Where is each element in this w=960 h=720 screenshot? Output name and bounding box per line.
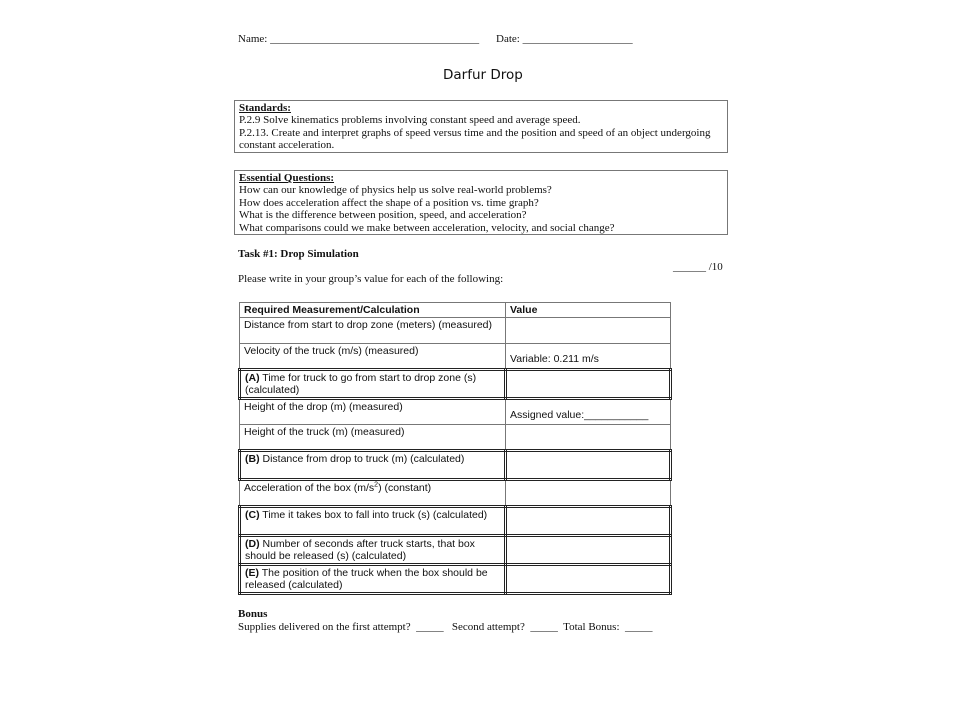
table-row (240, 425, 671, 451)
row-label: (D) Number of seconds after truck starts, that box should be released (s) (calculated) (240, 536, 506, 565)
table-row (240, 318, 671, 344)
bonus-line: Supplies delivered on the first attempt? _____ Second attempt? _____ Total Bonus: _____ (238, 621, 653, 633)
table-row (240, 451, 671, 480)
essential-question: What is the difference between position, speed, and acceleration? (239, 209, 527, 222)
value-cell[interactable] (506, 536, 671, 565)
essential-questions-heading: Essential Questions: (239, 172, 335, 184)
bonus-title: Bonus (238, 608, 268, 620)
table-header-row (240, 303, 671, 318)
table-row (240, 507, 671, 536)
page-title: Darfur Drop (443, 67, 523, 83)
task-instruction: Please write in your group’s value for each of the following: (238, 273, 504, 285)
table-row (240, 480, 671, 507)
value-cell[interactable]: Variable: 0.211 m/s (506, 344, 671, 370)
standards-line: constant acceleration. (239, 139, 335, 152)
essential-question: What comparisons could we make between acceleration, velocity, and social change? (239, 221, 615, 234)
row-label: (B) Distance from drop to truck (m) (calculated) (240, 451, 506, 480)
value-cell[interactable] (506, 451, 671, 480)
table-row (240, 399, 671, 425)
value-cell[interactable] (506, 507, 671, 536)
table-row (240, 565, 671, 594)
measurement-table (238, 302, 672, 595)
value-cell[interactable] (506, 318, 671, 344)
value-cell[interactable] (506, 425, 671, 451)
task-score: ______ /10 (673, 261, 723, 273)
essential-question: How can our knowledge of physics help us solve real-world problems? (239, 184, 552, 197)
name-field-label: Name: ______________________________________ (238, 33, 480, 45)
value-cell[interactable] (506, 480, 671, 507)
table-row (240, 370, 671, 399)
column-header: Required Measurement/Calculation (240, 303, 506, 318)
value-cell[interactable]: Assigned value:___________ (506, 399, 671, 425)
row-label: Height of the truck (m) (measured) (240, 425, 506, 451)
table-row (240, 344, 671, 370)
column-header: Value (506, 303, 671, 318)
row-label: (A) Time for truck to go from start to drop zone (s) (calculated) (240, 370, 506, 399)
value-cell[interactable] (506, 565, 671, 594)
standards-line: P.2.13. Create and interpret graphs of speed versus time and the position and speed of an object undergoing (239, 126, 711, 139)
row-label: Acceleration of the box $(m/s^2)$ (constant) (240, 480, 506, 507)
table-row (240, 536, 671, 565)
row-label: (E) The position of the truck when the box should be released (calculated) (240, 565, 506, 594)
row-label: Height of the drop (m) (measured) (240, 399, 506, 425)
standards-heading: Standards: (239, 102, 291, 114)
essential-questions-box (234, 170, 728, 235)
date-field-label: Date: ____________________ (496, 33, 633, 45)
standards-line: P.2.9 Solve kinematics problems involving constant speed and average speed. (239, 114, 581, 127)
value-cell[interactable] (506, 370, 671, 399)
standards-box (234, 100, 728, 153)
task-title: Task #1: Drop Simulation (238, 248, 359, 260)
row-label: Distance from start to drop zone (meters) (measured) (240, 318, 506, 344)
row-label: Velocity of the truck (m/s) (measured) (240, 344, 506, 370)
row-label: (C) Time it takes box to fall into truck (s) (calculated) (240, 507, 506, 536)
essential-question: How does acceleration affect the shape of a position vs. time graph? (239, 196, 539, 209)
